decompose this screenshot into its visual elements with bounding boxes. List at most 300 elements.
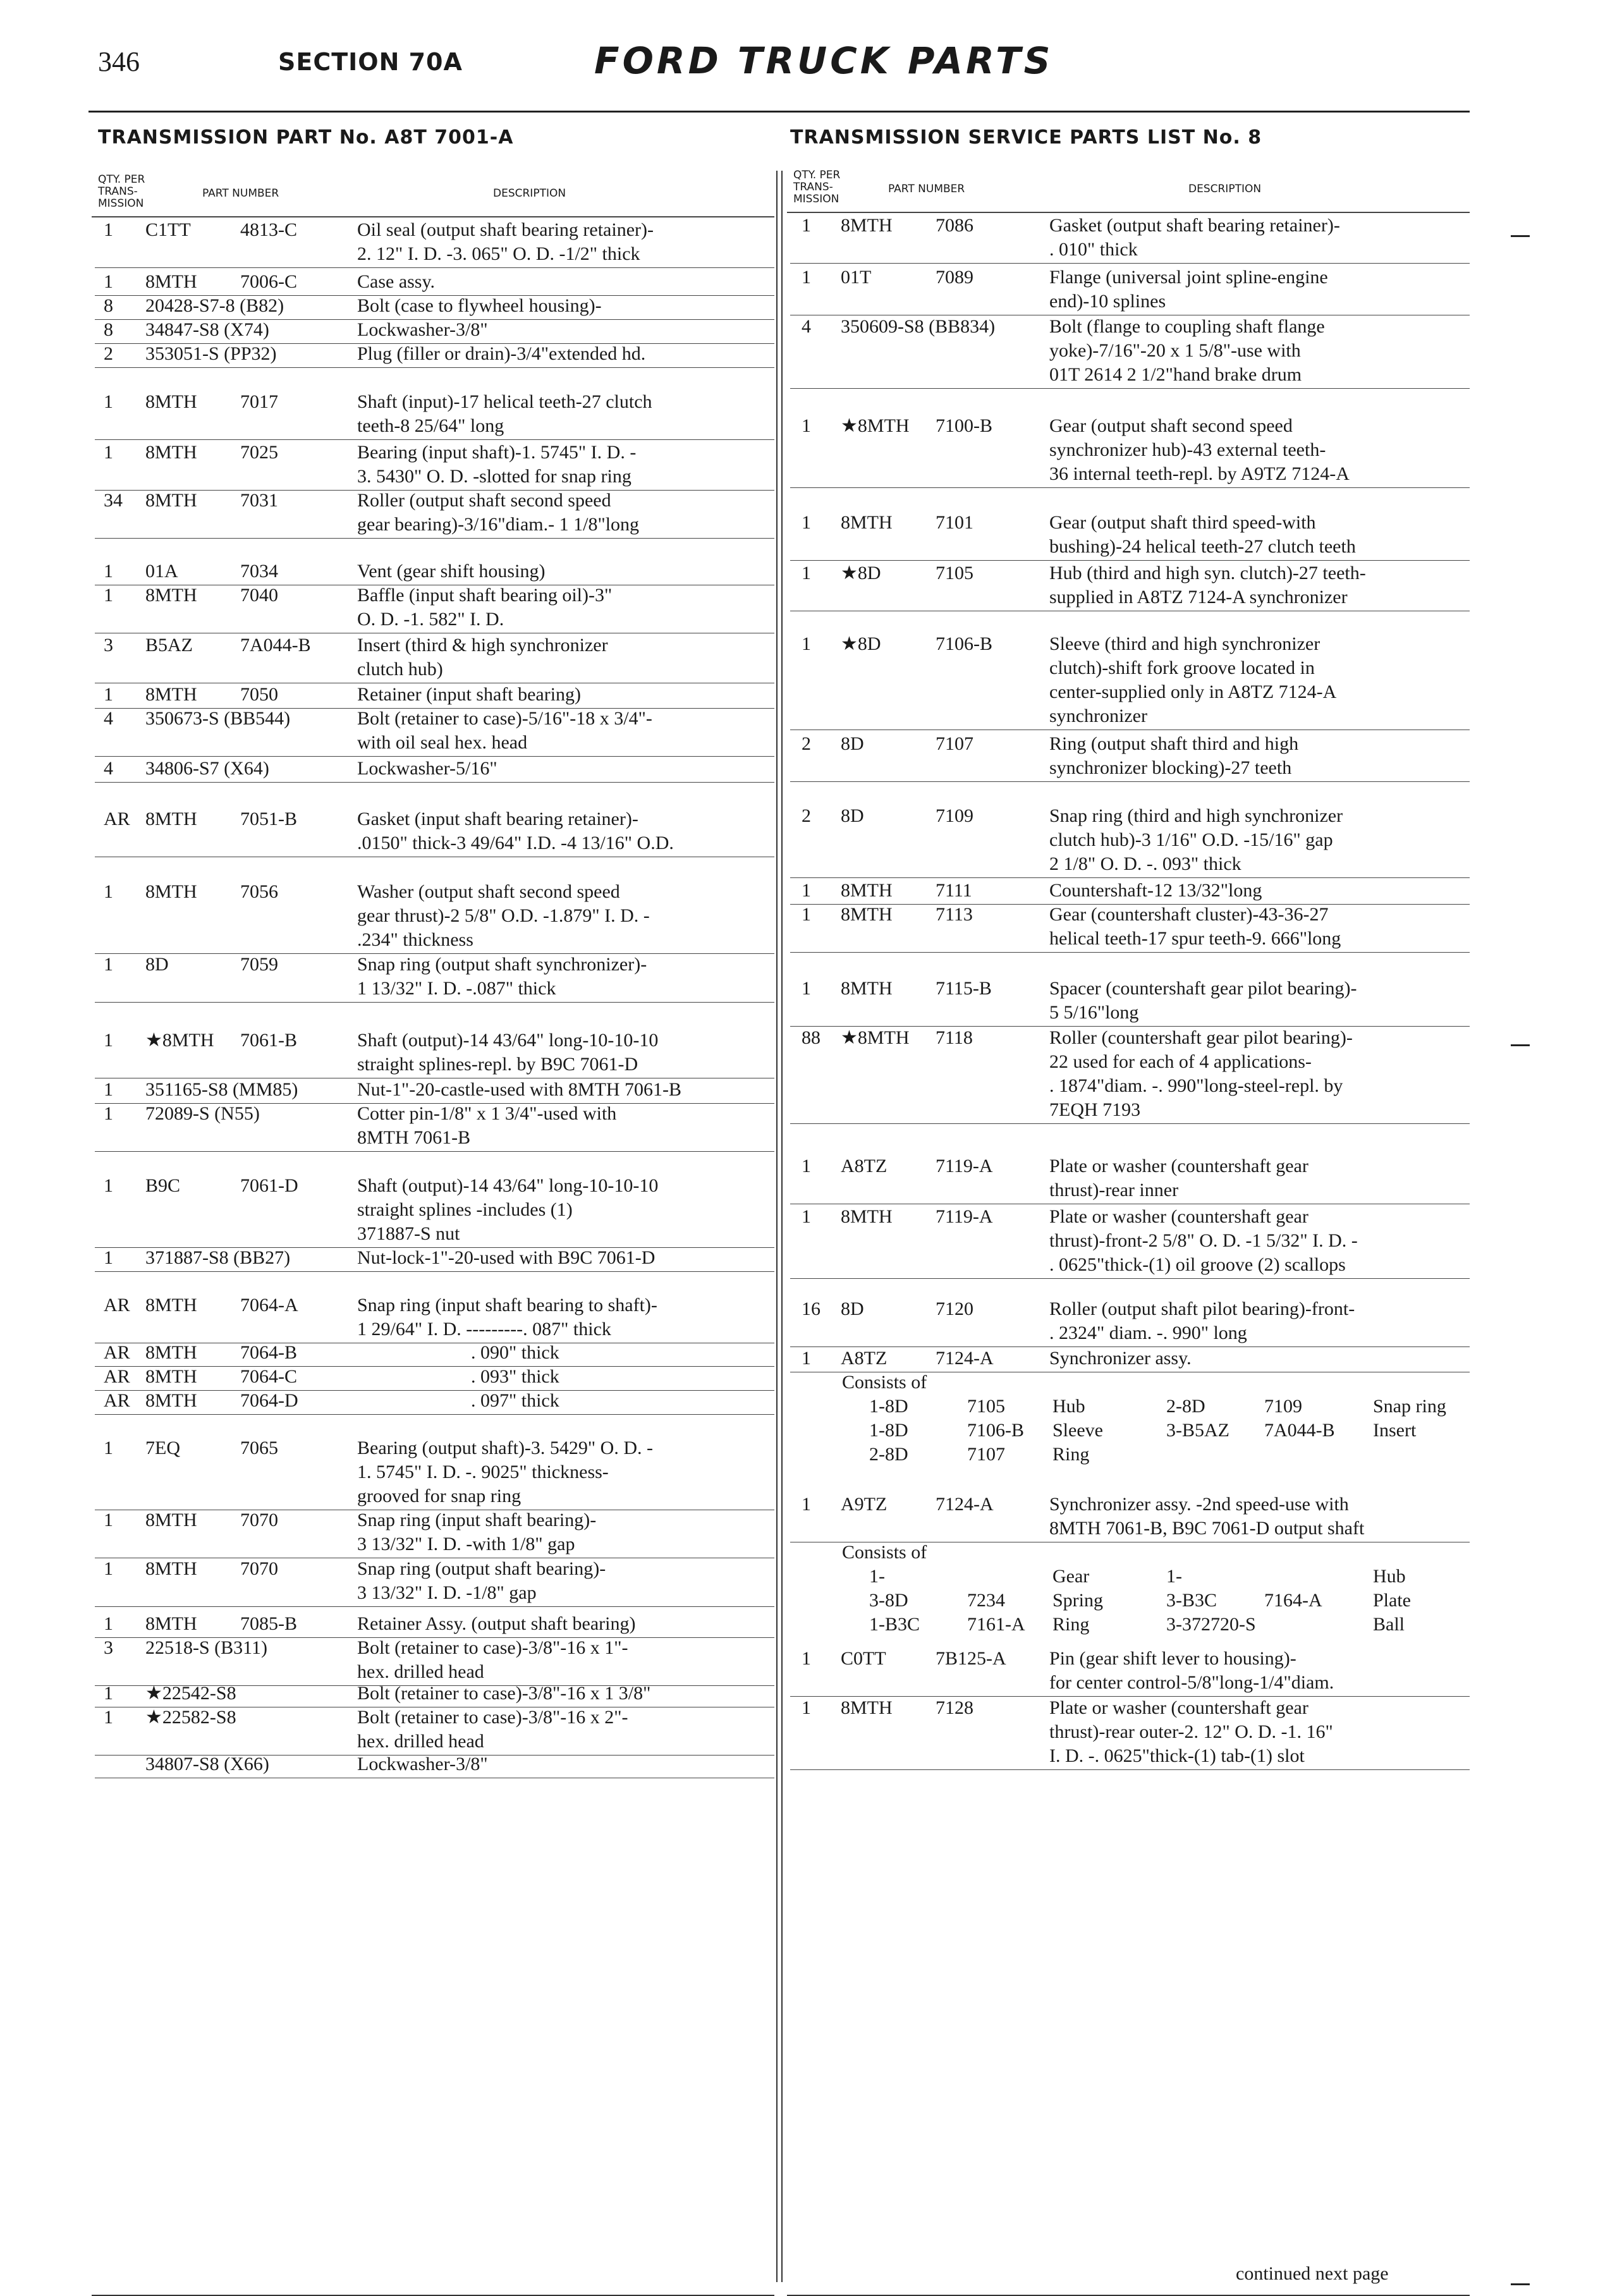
description-line: grooved for snap ring: [357, 1486, 521, 1506]
consists-qty-part: 3-8D: [869, 1590, 908, 1611]
qty-cell: 1: [104, 271, 113, 292]
qty-cell: 1: [104, 1030, 113, 1051]
description-line: Insert (third & high synchronizer: [357, 635, 608, 656]
description-line: Snap ring (third and high synchronizer: [1049, 805, 1343, 826]
part-prefix-cell: C1TT: [145, 219, 191, 240]
qty-cell: AR: [104, 1366, 130, 1387]
row-underline: [790, 1769, 1470, 1770]
qty-cell: 8: [104, 295, 113, 316]
part-prefix-cell: B5AZ: [145, 635, 193, 656]
parts-row: [95, 270, 778, 294]
description-line: Synchronizer assy. -2nd speed-use with: [1049, 1494, 1349, 1515]
part-prefix-cell: 351165-S8 (MM85): [145, 1079, 298, 1100]
part-number-cell: 7B125-A: [936, 1648, 1006, 1669]
part-prefix-cell: 8MTH: [145, 1558, 197, 1579]
part-number-cell: 7124-A: [936, 1494, 994, 1515]
qty-cell: 1: [802, 215, 811, 236]
consists-qty-part: 1-8D: [869, 1420, 908, 1441]
parts-row: [790, 1647, 1473, 1695]
description-line: thrust)-rear outer-2. 12" O. D. -1. 16": [1049, 1721, 1333, 1742]
parts-row: [95, 633, 778, 681]
qty-header-line: TRANS-: [98, 185, 138, 198]
consists-name: Gear: [1052, 1566, 1090, 1587]
part-number-cell: 7070: [240, 1558, 278, 1579]
part-prefix-cell: 34807-S8 (X66): [145, 1754, 269, 1774]
qty-cell: 1: [802, 415, 811, 436]
description-line: Bolt (case to flywheel housing)-: [357, 295, 602, 316]
right-header-rule: [787, 212, 1470, 213]
parts-row: [95, 1636, 778, 1684]
description-line: 3 13/32" I. D. -with 1/8" gap: [357, 1534, 575, 1554]
part-prefix-cell: ★8D: [841, 633, 881, 654]
qty-header-line: MISSION: [793, 193, 839, 205]
part-prefix-cell: ★8MTH: [145, 1030, 214, 1051]
description-line: helical teeth-17 spur teeth-9. 666"long: [1049, 928, 1341, 949]
part-prefix-cell: 20428-S7-8 (B82): [145, 295, 284, 316]
qty-cell: 1: [104, 391, 113, 412]
part-number-cell: 7106-B: [936, 633, 992, 654]
description-line: Washer (output shaft second speed: [357, 881, 620, 902]
qty-cell: 1: [802, 563, 811, 583]
row-underline: [790, 877, 1470, 878]
description-line: 5 5/16"long: [1049, 1002, 1139, 1023]
consists-part-number: 7161-A: [967, 1614, 1025, 1635]
description-line: hex. drilled head: [357, 1731, 484, 1752]
parts-row: [95, 1557, 778, 1605]
description-line: gear thrust)-2 5/8" O.D. -1.879" I. D. -: [357, 905, 650, 926]
description-line: Gear (countershaft cluster)-43-36-27: [1049, 904, 1329, 925]
parts-row: [95, 1029, 778, 1077]
right-part-header: PART NUMBER: [888, 183, 965, 195]
description-line: 22 used for each of 4 applications-: [1049, 1051, 1312, 1072]
description-line: 36 internal teeth-repl. by A9TZ 7124-A: [1049, 463, 1350, 484]
description-line: Retainer (input shaft bearing): [357, 684, 582, 705]
part-prefix-cell: 8MTH: [841, 880, 893, 901]
description-line: 8MTH 7061-B: [357, 1127, 471, 1148]
parts-row: [95, 1389, 778, 1413]
part-number-cell: 7113: [936, 904, 973, 925]
qty-cell: 1: [104, 1707, 113, 1728]
row-underline: [95, 1271, 774, 1272]
description-line: 3 13/32" I. D. -1/8" gap: [357, 1582, 537, 1603]
part-number-cell: 7040: [240, 585, 278, 606]
part-number-cell: 7085-B: [240, 1613, 297, 1634]
description-line: Countershaft-12 13/32"long: [1049, 880, 1262, 901]
part-prefix-cell: 01A: [145, 561, 178, 582]
part-number-cell: 7006-C: [240, 271, 297, 292]
description-line: Cotter pin-1/8" x 1 3/4"-used with: [357, 1103, 617, 1124]
page-number: 346: [98, 46, 140, 77]
qty-cell: 2: [802, 733, 811, 754]
consists-qty-part: 1-8D: [869, 1396, 908, 1417]
consists-qty-part-2: 3-B5AZ: [1166, 1420, 1229, 1441]
consists-part-number-2: 7109: [1264, 1396, 1302, 1417]
parts-row: [95, 683, 778, 707]
description-line: Pin (gear shift lever to housing)-: [1049, 1648, 1296, 1669]
parts-row: [95, 880, 778, 952]
qty-cell: 4: [104, 758, 113, 779]
parts-row: [95, 707, 778, 755]
description-line: 371887-S nut: [357, 1223, 460, 1244]
description-line: . 093" thick: [357, 1366, 559, 1387]
description-line: clutch hub): [357, 659, 443, 680]
part-prefix-cell: 8MTH: [145, 442, 197, 463]
description-line: 01T 2614 2 1/2"hand brake drum: [1049, 364, 1302, 385]
qty-header-line: QTY. PER: [98, 173, 145, 186]
parts-row: [790, 1346, 1473, 1371]
parts-row: [790, 977, 1473, 1025]
left-desc-header: DESCRIPTION: [493, 187, 566, 200]
part-prefix-cell: A8TZ: [841, 1348, 887, 1369]
consists-part-number-2: 7164-A: [1264, 1590, 1322, 1611]
description-line: for center control-5/8"long-1/4"diam.: [1049, 1672, 1334, 1693]
description-line: Snap ring (input shaft bearing to shaft)-: [357, 1295, 657, 1316]
description-line: 1 29/64" I. D. ---------. 087" thick: [357, 1319, 611, 1340]
part-prefix-cell: 8MTH: [145, 1366, 197, 1387]
parts-row: [95, 1752, 778, 1776]
description-line: Bearing (input shaft)-1. 5745" I. D. -: [357, 442, 637, 463]
qty-cell: 1: [802, 880, 811, 901]
parts-row: [790, 266, 1473, 314]
qty-cell: 1: [104, 1103, 113, 1124]
description-line: Baffle (input shaft bearing oil)-3": [357, 585, 613, 606]
row-underline: [95, 439, 774, 440]
part-number-cell: 7120: [936, 1298, 973, 1319]
right-desc-header: DESCRIPTION: [1188, 183, 1262, 195]
qty-cell: 2: [802, 805, 811, 826]
part-prefix-cell: 34806-S7 (X64): [145, 758, 269, 779]
part-prefix-cell: 7EQ: [145, 1438, 180, 1458]
parts-row: [95, 342, 778, 366]
part-prefix-cell: 8MTH: [841, 978, 893, 999]
consists-part-number-2: 7A044-B: [1264, 1420, 1335, 1441]
parts-row: [790, 214, 1473, 262]
consists-label: Consists of: [842, 1542, 927, 1563]
part-number-cell: 7119-A: [936, 1156, 993, 1176]
consists-name-2: Plate: [1373, 1590, 1411, 1611]
consists-qty-part-2: 2-8D: [1166, 1396, 1205, 1417]
margin-mark: [1511, 235, 1530, 237]
qty-cell: 1: [802, 1648, 811, 1669]
continued-note: continued next page: [1236, 2263, 1389, 2284]
part-prefix-cell: 8MTH: [841, 904, 893, 925]
description-line: 3. 5430" O. D. -slotted for snap ring: [357, 466, 631, 487]
part-prefix-cell: 8MTH: [841, 1697, 893, 1718]
parts-row: [95, 1078, 778, 1102]
page-header: [0, 39, 1598, 90]
qty-cell: 1: [104, 881, 113, 902]
description-line: thrust)-rear inner: [1049, 1180, 1179, 1200]
consists-of-block: [790, 1541, 1473, 1637]
part-prefix-cell: ★22542-S8: [145, 1683, 236, 1704]
part-number-cell: 7118: [936, 1027, 973, 1048]
qty-cell: 1: [104, 1683, 113, 1704]
right-column-title: TRANSMISSION SERVICE PARTS LIST No. 8: [790, 126, 1262, 149]
description-line: yoke)-7/16"-20 x 1 5/8"-use with: [1049, 340, 1301, 361]
description-line: teeth-8 25/64" long: [357, 415, 504, 436]
description-line: 8MTH 7061-B, B9C 7061-D output shaft: [1049, 1518, 1365, 1539]
part-prefix-cell: B9C: [145, 1175, 181, 1196]
qty-cell: AR: [104, 1390, 130, 1411]
description-line: Ring (output shaft third and high: [1049, 733, 1299, 754]
right-qty-header: [793, 169, 840, 205]
description-line: .234" thickness: [357, 929, 473, 950]
left-part-header: PART NUMBER: [202, 187, 279, 200]
part-number-cell: 7064-D: [240, 1390, 298, 1411]
row-underline: [95, 1151, 774, 1152]
left-column-title: TRANSMISSION PART No. A8T 7001-A: [98, 126, 514, 149]
description-line: straight splines-repl. by B9C 7061-D: [357, 1054, 638, 1075]
parts-row: [95, 1508, 778, 1556]
part-prefix-cell: 8MTH: [145, 1295, 197, 1316]
consists-qty-part-2: 1-: [1166, 1566, 1182, 1587]
consists-qty-part: 2-8D: [869, 1444, 908, 1465]
part-number-cell: 7050: [240, 684, 278, 705]
row-underline: [790, 388, 1470, 389]
consists-name-2: Ball: [1373, 1614, 1405, 1635]
description-line: . 097" thick: [357, 1390, 559, 1411]
qty-cell: 1: [104, 1079, 113, 1100]
qty-cell: 1: [802, 512, 811, 533]
qty-cell: 1: [802, 978, 811, 999]
parts-row: [790, 879, 1473, 903]
parts-row: [790, 804, 1473, 876]
part-number-cell: 7A044-B: [240, 635, 311, 656]
row-underline: [790, 487, 1470, 488]
description-line: Snap ring (output shaft synchronizer)-: [357, 954, 647, 975]
parts-row: [790, 1205, 1473, 1277]
part-prefix-cell: 8D: [145, 954, 169, 975]
parts-row: [95, 1436, 778, 1508]
margin-mark: [1511, 2283, 1530, 2285]
parts-row: [95, 489, 778, 537]
parts-row: [790, 1493, 1473, 1541]
description-line: Bearing (output shaft)-3. 5429" O. D. -: [357, 1438, 653, 1458]
part-prefix-cell: 350673-S (BB544): [145, 708, 291, 729]
row-underline: [95, 1414, 774, 1415]
part-number-cell: 7017: [240, 391, 278, 412]
description-line: Gear (output shaft second speed: [1049, 415, 1293, 436]
parts-row: [95, 1682, 778, 1706]
description-line: Plate or washer (countershaft gear: [1049, 1697, 1308, 1718]
consists-qty-part-2: 3-372720-S: [1166, 1614, 1256, 1635]
consists-label: Consists of: [842, 1372, 927, 1393]
part-number-cell: 7064-B: [240, 1342, 297, 1363]
qty-cell: 1: [104, 1438, 113, 1458]
header-rule: [88, 111, 1470, 113]
part-number-cell: 7101: [936, 512, 973, 533]
description-line: Snap ring (output shaft bearing)-: [357, 1558, 606, 1579]
parts-row: [95, 1174, 778, 1246]
page-title: FORD TRUCK PARTS: [594, 39, 1054, 82]
parts-row: [790, 1696, 1473, 1768]
qty-cell: AR: [104, 1295, 130, 1316]
qty-cell: 1: [802, 904, 811, 925]
column-divider: [781, 171, 783, 2282]
description-line: Oil seal (output shaft bearing retainer)-: [357, 219, 654, 240]
qty-cell: 1: [802, 267, 811, 288]
part-prefix-cell: 8MTH: [145, 684, 197, 705]
description-line: Plate or washer (countershaft gear: [1049, 1206, 1308, 1227]
description-line: hex. drilled head: [357, 1661, 484, 1682]
part-number-cell: 7056: [240, 881, 278, 902]
qty-cell: 1: [802, 1206, 811, 1227]
description-line: 2 1/8" O. D. -. 093" thick: [1049, 853, 1241, 874]
description-line: Shaft (output)-14 43/64" long-10-10-10: [357, 1030, 659, 1051]
parts-row: [790, 732, 1473, 780]
consists-name-2: Snap ring: [1373, 1396, 1446, 1417]
row-underline: [790, 263, 1470, 264]
consists-name: Ring: [1052, 1444, 1090, 1465]
part-prefix-cell: ★8MTH: [841, 415, 910, 436]
part-number-cell: 7061-B: [240, 1030, 297, 1051]
description-line: Case assy.: [357, 271, 436, 292]
part-prefix-cell: 8D: [841, 1298, 864, 1319]
qty-cell: 1: [104, 684, 113, 705]
consists-name: Ring: [1052, 1614, 1090, 1635]
description-line: Bolt (flange to coupling shaft flange: [1049, 316, 1325, 337]
description-line: Plug (filler or drain)-3/4"extended hd.: [357, 343, 646, 364]
parts-row: [790, 903, 1473, 951]
part-prefix-cell: A8TZ: [841, 1156, 887, 1176]
part-prefix-cell: 8MTH: [145, 271, 197, 292]
part-number-cell: 7051-B: [240, 809, 297, 829]
qty-cell: 1: [802, 633, 811, 654]
consists-name: Sleeve: [1052, 1420, 1103, 1441]
part-prefix-cell: 34847-S8 (X74): [145, 319, 269, 340]
part-prefix-cell: C0TT: [841, 1648, 886, 1669]
parts-row: [790, 511, 1473, 559]
part-prefix-cell: 8D: [841, 733, 864, 754]
part-number-cell: 7128: [936, 1697, 973, 1718]
part-prefix-cell: 8MTH: [145, 1342, 197, 1363]
part-prefix-cell: 8MTH: [145, 585, 197, 606]
consists-name: Hub: [1052, 1396, 1085, 1417]
part-number-cell: 7064-A: [240, 1295, 298, 1316]
description-line: Roller (output shaft pilot bearing)-front-: [1049, 1298, 1355, 1319]
qty-cell: 88: [802, 1027, 820, 1048]
description-line: . 010" thick: [1049, 239, 1138, 260]
qty-cell: 4: [802, 316, 811, 337]
part-number-cell: 7115-B: [936, 978, 992, 999]
description-line: end)-10 splines: [1049, 291, 1166, 312]
description-line: 1 13/32" I. D. -.087" thick: [357, 978, 556, 999]
qty-cell: 1: [104, 585, 113, 606]
part-prefix-cell: 8MTH: [841, 512, 893, 533]
parts-row: [95, 218, 778, 266]
qty-cell: 1: [802, 1156, 811, 1176]
row-underline: [790, 560, 1470, 561]
description-line: Nut-lock-1"-20-used with B9C 7061-D: [357, 1247, 656, 1268]
left-qty-header: [98, 174, 145, 210]
description-line: Roller (output shaft second speed: [357, 490, 611, 511]
qty-cell: 1: [104, 954, 113, 975]
description-line: Shaft (input)-17 helical teeth-27 clutch: [357, 391, 652, 412]
description-line: Lockwasher-3/8": [357, 319, 488, 340]
description-line: Shaft (output)-14 43/64" long-10-10-10: [357, 1175, 659, 1196]
description-line: straight splines -includes (1): [357, 1199, 573, 1220]
description-line: . 2324" diam. -. 990" long: [1049, 1322, 1247, 1343]
margin-mark: [1511, 1044, 1530, 1046]
description-line: Bolt (retainer to case)-3/8"-16 x 1"-: [357, 1637, 628, 1658]
qty-cell: 1: [104, 561, 113, 582]
description-line: Bolt (retainer to case)-3/8"-16 x 2"-: [357, 1707, 628, 1728]
row-underline: [95, 267, 774, 268]
part-number-cell: 7064-C: [240, 1366, 297, 1387]
description-line: Hub (third and high syn. clutch)-27 teeth-: [1049, 563, 1366, 583]
parts-row: [790, 1297, 1473, 1345]
description-line: Gasket (input shaft bearing retainer)-: [357, 809, 638, 829]
qty-cell: 1: [104, 1247, 113, 1268]
consists-name-2: Hub: [1373, 1566, 1406, 1587]
parts-row: [95, 441, 778, 489]
row-underline: [95, 538, 774, 539]
part-number-cell: 7111: [936, 880, 972, 901]
part-prefix-cell: A9TZ: [841, 1494, 887, 1515]
qty-cell: 3: [104, 635, 113, 656]
parts-row: [95, 1102, 778, 1150]
row-underline: [95, 1002, 774, 1003]
part-prefix-cell: 8D: [841, 805, 864, 826]
consists-part-number: 7107: [967, 1444, 1005, 1465]
qty-cell: 1: [104, 1613, 113, 1634]
parts-row: [790, 315, 1473, 387]
description-line: thrust)-front-2 5/8" O. D. -1 5/32" I. D. -: [1049, 1230, 1358, 1251]
description-line: I. D. -. 0625"thick-(1) tab-(1) slot: [1049, 1745, 1305, 1766]
qty-header-line: QTY. PER: [793, 169, 841, 181]
consists-name-2: Insert: [1373, 1420, 1417, 1441]
qty-cell: 34: [104, 490, 123, 511]
description-line: . 1874"diam. -. 990"long-steel-repl. by: [1049, 1075, 1343, 1096]
parts-row: [95, 583, 778, 632]
description-line: . 0625"thick-(1) oil groove (2) scallops: [1049, 1254, 1346, 1275]
part-number-cell: 7105: [936, 563, 973, 583]
part-prefix-cell: 8MTH: [145, 809, 197, 829]
part-prefix-cell: 8MTH: [145, 1613, 197, 1634]
part-number-cell: 7025: [240, 442, 278, 463]
description-line: Lockwasher-5/16": [357, 758, 497, 779]
parts-row: [790, 1154, 1473, 1202]
qty-cell: 1: [802, 1348, 811, 1369]
row-underline: [95, 1606, 774, 1607]
part-number-cell: 7124-A: [936, 1348, 994, 1369]
description-line: Gear (output shaft third speed-with: [1049, 512, 1316, 533]
description-line: clutch hub)-3 1/16" O.D. -15/16" gap: [1049, 829, 1333, 850]
consists-of-block: [790, 1371, 1473, 1467]
description-line: Retainer Assy. (output shaft bearing): [357, 1613, 636, 1634]
description-line: synchronizer hub)-43 external teeth-: [1049, 439, 1326, 460]
description-line: Nut-1"-20-castle-used with 8MTH 7061-B: [357, 1079, 681, 1100]
description-line: Sleeve (third and high synchronizer: [1049, 633, 1320, 654]
part-prefix-cell: ★8D: [841, 563, 881, 583]
description-line: Spacer (countershaft gear pilot bearing)-: [1049, 978, 1357, 999]
consists-part-number: 7105: [967, 1396, 1005, 1417]
part-number-cell: 7109: [936, 805, 973, 826]
parts-row: [790, 1026, 1473, 1122]
parts-row: [95, 1293, 778, 1341]
qty-cell: 16: [802, 1298, 820, 1319]
consists-qty-part: 1-: [869, 1566, 885, 1587]
part-prefix-cell: 8MTH: [145, 1510, 197, 1530]
qty-cell: 1: [104, 219, 113, 240]
part-prefix-cell: 350609-S8 (BB834): [841, 316, 996, 337]
parts-row: [95, 294, 778, 318]
row-underline: [790, 952, 1470, 953]
qty-cell: 1: [104, 1510, 113, 1530]
part-number-cell: 7034: [240, 561, 278, 582]
description-line: with oil seal hex. head: [357, 732, 528, 753]
qty-cell: 2: [104, 343, 113, 364]
